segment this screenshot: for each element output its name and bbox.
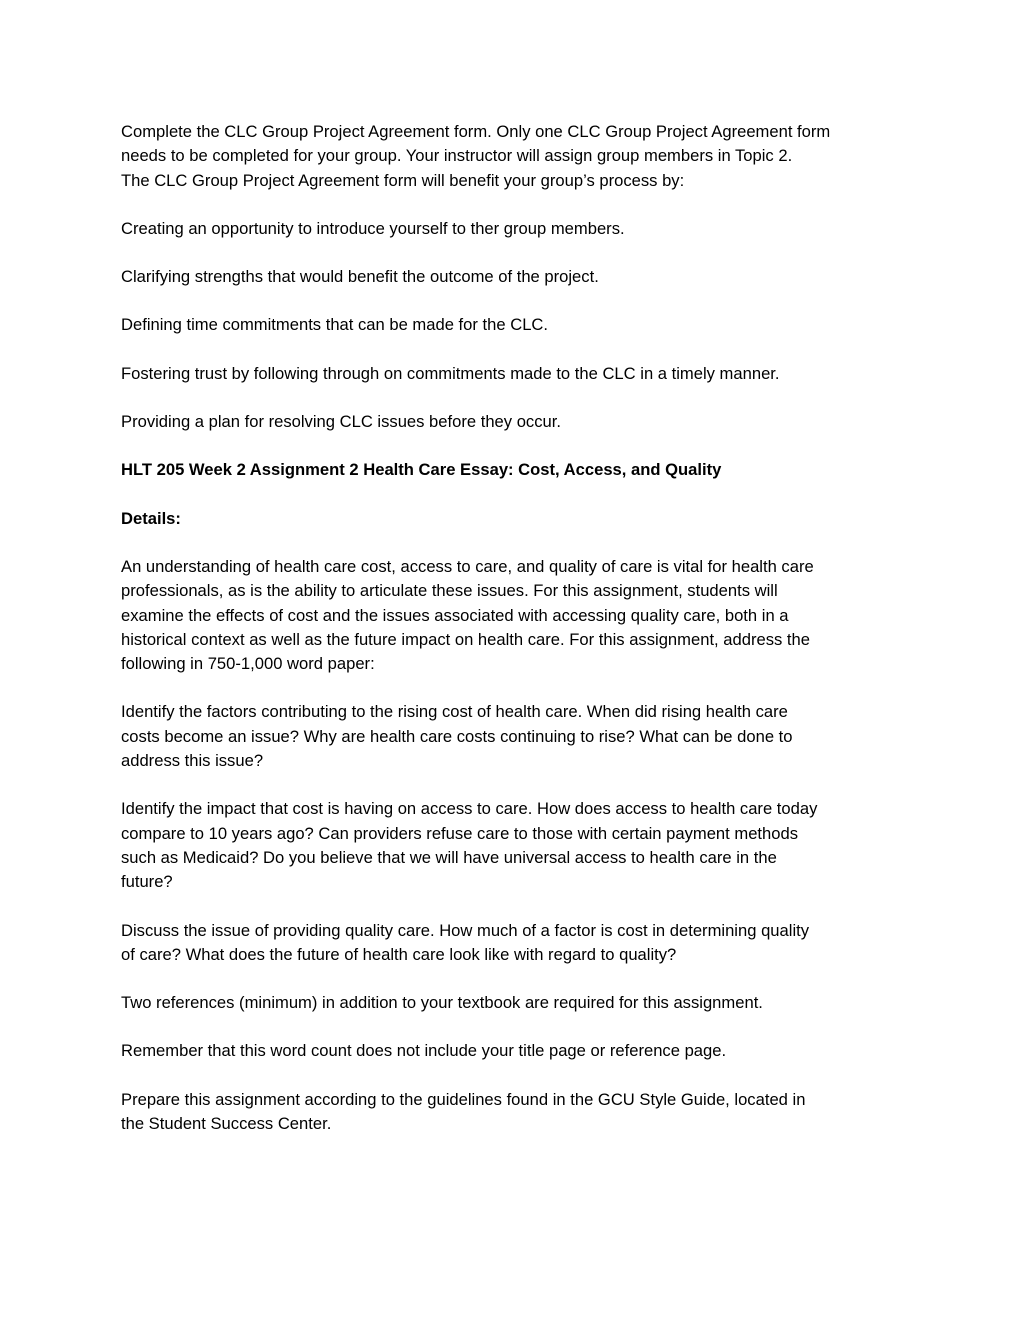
text-line: the Student Success Center. [121, 1114, 332, 1134]
section-heading [121, 458, 911, 482]
body-paragraph [121, 313, 911, 337]
text-line: examine the effects of cost and the issues associated with accessing quality care, both in a [121, 605, 789, 625]
body-paragraph [121, 217, 911, 241]
text-line: Providing a plan for resolving CLC issues before they occur. [121, 412, 561, 432]
body-paragraph [121, 797, 911, 894]
text-line: such as Medicaid? Do you believe that we will have universal access to health care in the [121, 847, 777, 867]
body-paragraph [121, 362, 911, 386]
section-heading [121, 507, 911, 531]
text-line: Defining time commitments that can be made for the CLC. [121, 315, 549, 335]
text-line: future? [121, 872, 173, 892]
text-line: Prepare this assignment according to the guidelines found in the GCU Style Guide, located in [121, 1089, 806, 1109]
text-line: compare to 10 years ago? Can providers refuse care to those with certain payment methods [121, 823, 799, 843]
body-paragraph [121, 555, 911, 676]
text-line: Two references (minimum) in addition to your textbook are required for this assignment. [121, 993, 763, 1013]
body-paragraph [121, 919, 911, 968]
text-line: costs become an issue? Why are health care costs continuing to rise? What can be done to [121, 726, 793, 746]
text-line: The CLC Group Project Agreement form will benefit your group’s process by: [121, 170, 685, 190]
text-line: address this issue? [121, 751, 264, 771]
document-page [121, 120, 911, 1160]
body-paragraph [121, 265, 911, 289]
body-paragraph [121, 700, 911, 773]
text-line: Remember that this word count does not include your title page or reference page. [121, 1041, 727, 1061]
text-line: following in 750-1,000 word paper: [121, 654, 375, 674]
text-line: of care? What does the future of health care look like with regard to quality? [121, 944, 677, 964]
body-paragraph [121, 410, 911, 434]
text-line: Fostering trust by following through on commitments made to the CLC in a timely manner. [121, 363, 780, 383]
body-paragraph [121, 1039, 911, 1063]
body-paragraph [121, 120, 911, 193]
text-line: needs to be completed for your group. Your instructor will assign group members in Topic 2. [121, 146, 793, 166]
text-line: Clarifying strengths that would benefit the outcome of the project. [121, 267, 599, 287]
text-line: professionals, as is the ability to articulate these issues. For this assignment, students will [121, 581, 778, 601]
text-line: Details: [121, 508, 181, 528]
text-line: Identify the impact that cost is having on access to care. How does access to health care today [121, 799, 818, 819]
text-line: historical context as well as the future impact on health care. For this assignment, address the [121, 629, 810, 649]
body-paragraph [121, 1088, 911, 1137]
text-line: Creating an opportunity to introduce yourself to ther group members. [121, 218, 625, 238]
body-paragraph [121, 991, 911, 1015]
text-line: HLT 205 Week 2 Assignment 2 Health Care Essay: Cost, Access, and Quality [121, 460, 722, 480]
text-line: Identify the factors contributing to the rising cost of health care. When did rising health care [121, 702, 788, 722]
text-line: Discuss the issue of providing quality care. How much of a factor is cost in determining quality [121, 920, 810, 940]
text-line: Complete the CLC Group Project Agreement form. Only one CLC Group Project Agreement form [121, 122, 831, 141]
text-line: An understanding of health care cost, access to care, and quality of care is vital for health care [121, 556, 814, 576]
